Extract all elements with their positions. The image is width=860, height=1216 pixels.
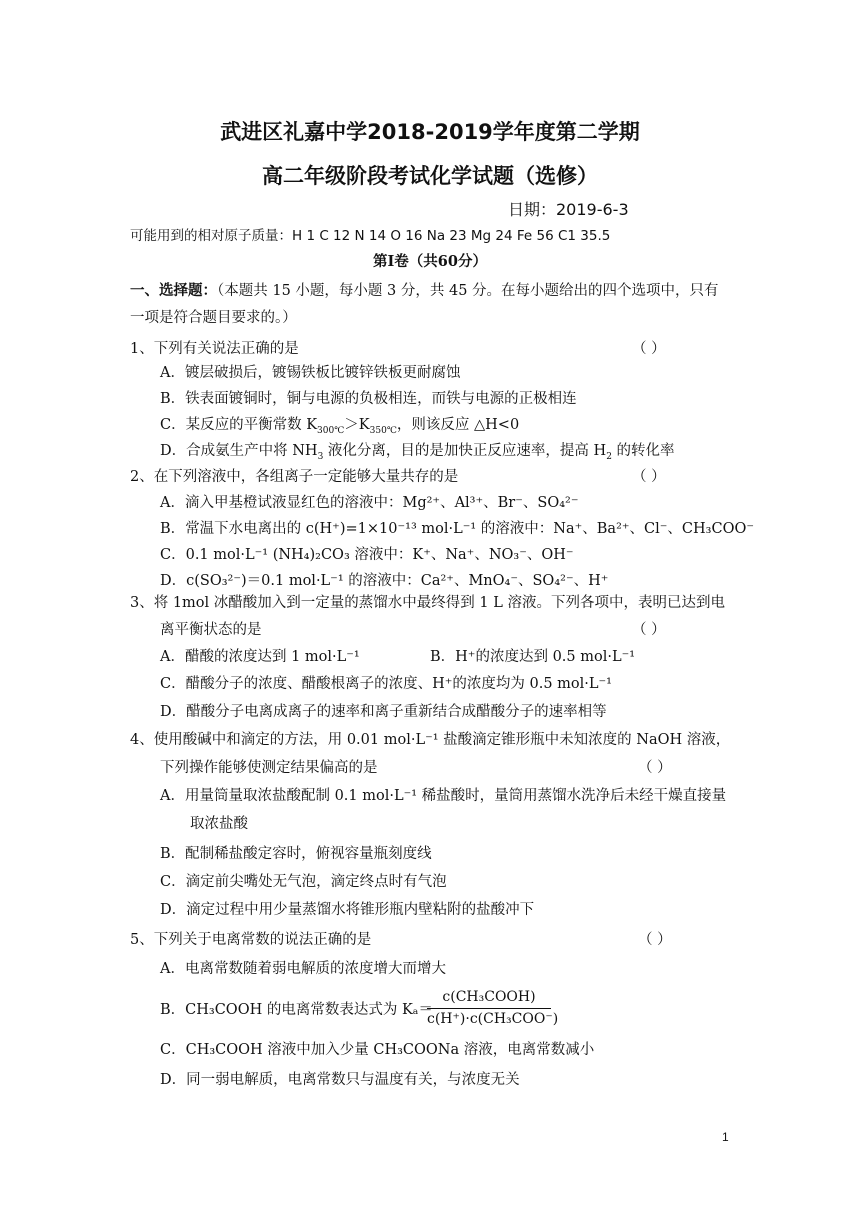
volume-heading: 第Ⅰ卷（共60分） [373, 253, 487, 270]
q4-option-d: D．滴定过程中用少量蒸馏水将锥形瓶内壁粘附的盐酸冲下 [160, 902, 535, 918]
q5-b-denominator: c(H⁺)·c(CH₃COO⁻) [427, 1011, 559, 1027]
q2-option-a: A．滴入甲基橙试液显红色的溶液中：Mg²⁺、Al³⁺、Br⁻、SO₄²⁻ [160, 495, 579, 511]
q4-stem: 4、使用酸碱中和滴定的方法，用 0.01 mol·L⁻¹ 盐酸滴定锥形瓶中未知浓度的 NaOH 溶液， [130, 732, 731, 748]
q5-stem: 5、下列关于电离常数的说法正确的是 [130, 932, 372, 948]
q3-option-a: A．醋酸的浓度达到 1 mol·L⁻¹ [160, 649, 360, 665]
q4-stem-cont: 下列操作能够使测定结果偏高的是 [160, 760, 378, 776]
q3-answer-paren: （ ） [632, 622, 666, 638]
q1-option-d [160, 439, 675, 460]
q1-c-mid: ＞K [344, 417, 370, 433]
q2-option-d: D．c(SO₃²⁻)＝0.1 mol·L⁻¹ 的溶液中：Ca²⁺、MnO₄⁻、SO₄²⁻、H⁺ [160, 573, 609, 589]
q2-option-c: C．0.1 mol·L⁻¹ (NH₄)₂CO₃ 溶液中：K⁺、Na⁺、NO₃⁻、OH⁻ [160, 547, 574, 563]
q5-answer-paren: （ ） [638, 932, 672, 948]
q5-b-fraction-bar [427, 1008, 551, 1009]
q1-stem: 1、下列有关说法正确的是 [130, 341, 299, 357]
q1-c-post: ，则该反应 △H<0 [396, 417, 520, 433]
q1-d-mid: 液化分离，目的是加快正反应速率，提高 H [323, 443, 607, 459]
q1-d-post: 的转化率 [611, 443, 675, 459]
exam-date: 日期：2019-6-3 [508, 200, 629, 219]
q5-option-a: A．电离常数随着弱电解质的浓度增大而增大 [160, 961, 446, 977]
page-number: 1 [722, 1130, 729, 1144]
q5-option-d: D．同一弱电解质，电离常数只与温度有关，与浓度无关 [160, 1072, 520, 1088]
q4-option-c: C．滴定前尖嘴处无气泡，滴定终点时有气泡 [160, 874, 447, 890]
q5-b-numerator: c(CH₃COOH) [442, 989, 536, 1005]
q1-option-c [160, 413, 519, 434]
q1-c-sub2: 350℃ [369, 425, 397, 436]
q1-c-sub1: 300℃ [317, 425, 345, 436]
q1-option-a: A．镀层破损后，镀锡铁板比镀锌铁板更耐腐蚀 [160, 365, 461, 381]
q4-option-b: B．配制稀盐酸定容时，俯视容量瓶刻度线 [160, 846, 432, 862]
q3-stem-cont: 离平衡状态的是 [160, 622, 262, 638]
section-intro [130, 279, 719, 300]
q1-d-pre: D．合成氨生产中将 NH [160, 443, 318, 459]
section-intro-text: （本题共 15 小题，每小题 3 分，共 45 分。在每小题给出的四个选项中，只有 [217, 283, 719, 299]
q2-option-b: B．常温下水电离出的 c(H⁺)=1×10⁻¹³ mol·L⁻¹ 的溶液中：Na⁺、Ba²⁺、Cl⁻、CH₃COO⁻ [160, 521, 755, 537]
q3-option-b: B．H⁺的浓度达到 0.5 mol·L⁻¹ [430, 649, 636, 665]
q4-option-a: A．用量筒量取浓盐酸配制 0.1 mol·L⁻¹ 稀盐酸时，量筒用蒸馏水洗净后未经干燥直接量 [160, 788, 727, 804]
q5-option-c: C．CH₃COOH 溶液中加入少量 CH₃COONa 溶液，电离常数减小 [160, 1042, 595, 1058]
q3-stem: 3、将 1mol 冰醋酸加入到一定量的蒸馏水中最终得到 1 L 溶液。下列各项中，表明已达到电 [130, 595, 725, 611]
q3-option-d: D．醋酸分子电离成离子的速率和离子重新结合成醋酸分子的速率相等 [160, 704, 607, 720]
exam-title: 武进区礼嘉中学2018-2019学年度第二学期 [220, 120, 640, 144]
q1-option-b: B．铁表面镀铜时，铜与电源的负极相连，而铁与电源的正极相连 [160, 391, 577, 407]
q1-c-pre: C．某反应的平衡常数 K [160, 417, 318, 433]
q1-d-sub1: 3 [317, 451, 324, 462]
q2-stem: 2、在下列溶液中，各组离子一定能够大量共存的是 [130, 469, 459, 485]
q5-b-fraction [427, 989, 559, 1027]
q4-answer-paren: （ ） [638, 760, 672, 776]
atomic-masses: 可能用到的相对原子质量：H 1 C 12 N 14 O 16 Na 23 Mg 24 Fe 56 C1 35.5 [130, 228, 611, 244]
exam-subtitle: 高二年级阶段考试化学试题（选修） [262, 164, 598, 188]
q4-option-a-cont: 取浓盐酸 [190, 816, 248, 832]
section-intro-cont: 一项是符合题目要求的。） [130, 310, 297, 326]
q1-answer-paren: （ ） [632, 341, 666, 357]
q3-option-c: C．醋酸分子的浓度、醋酸根离子的浓度、H⁺的浓度均为 0.5 mol·L⁻¹ [160, 676, 612, 692]
q5-option-b: B．CH₃COOH 的电离常数表达式为 Kₐ＝ [160, 1002, 433, 1018]
section-label: 一、选择题： [130, 282, 217, 299]
q1-d-sub2: 2 [606, 451, 612, 462]
q2-answer-paren: （ ） [632, 469, 666, 485]
